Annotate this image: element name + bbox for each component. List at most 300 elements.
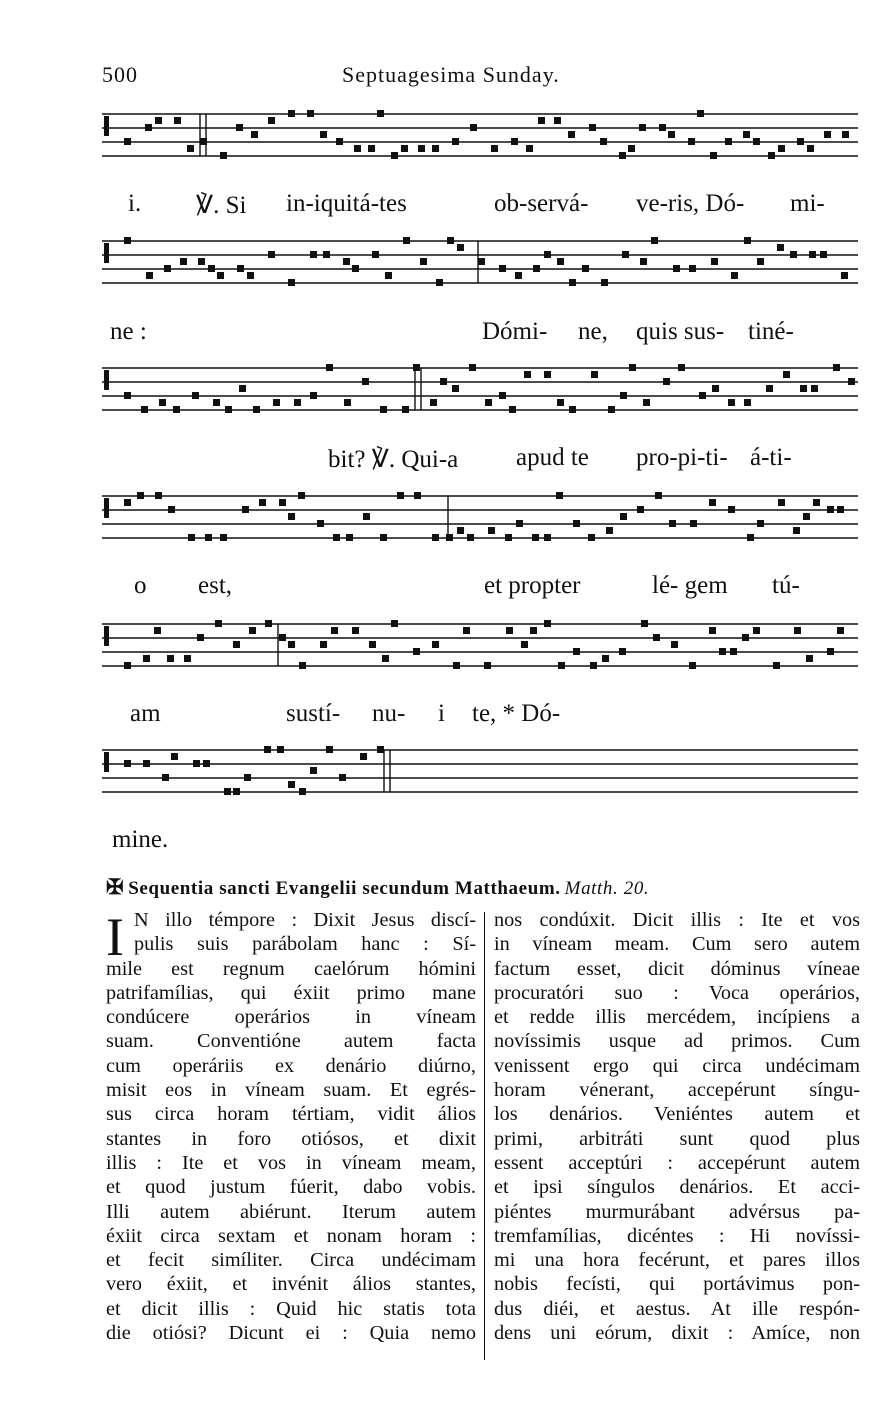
text-line: éxiit circa sextam et nonam horam : (106, 1224, 476, 1247)
text-line: nos condúxit. Dicit illis : Ite et vos (494, 909, 860, 931)
neume-note (530, 627, 537, 634)
neume-note (288, 781, 295, 788)
neume-note (299, 662, 306, 669)
neume-note (382, 655, 389, 662)
lyric-syllable: nu- (372, 700, 406, 727)
text-line: die otiósi? Dicunt ei : Quia nemo (106, 1322, 476, 1345)
neume-note (827, 648, 834, 655)
neume-note (420, 258, 427, 265)
neume-note (299, 788, 306, 795)
neume-note (778, 499, 785, 506)
neume-note (793, 527, 800, 534)
neume-note (820, 251, 827, 258)
neume-note (711, 258, 718, 265)
lyric-syllable: Dómi- (482, 318, 548, 345)
neume-note (807, 145, 814, 152)
neume-note (146, 272, 153, 279)
lyric-syllable: sustí- (286, 700, 341, 727)
neume-note (841, 272, 848, 279)
neume-note (757, 520, 764, 527)
neume-note (432, 641, 439, 648)
neume-note (333, 534, 340, 541)
neume-note (124, 499, 131, 506)
neume-note (488, 527, 495, 534)
text-line: novíssimis usque ad primos. Cum (494, 1030, 860, 1053)
neume-note (124, 662, 131, 669)
neume-note (533, 265, 540, 272)
neume-note (193, 760, 200, 767)
neume-note (557, 258, 564, 265)
music-staff-6 (0, 744, 869, 814)
neume-note (154, 627, 161, 634)
page-number: 500 (102, 62, 138, 87)
neume-note (239, 385, 246, 392)
neume-note (452, 385, 459, 392)
text-line: et fecit simíliter. Circa undécimam (106, 1249, 476, 1272)
neume-note (521, 641, 528, 648)
text-line: et dicit illis : Quid hic statis tota (106, 1297, 476, 1320)
neume-note (363, 513, 370, 520)
neume-note (198, 258, 205, 265)
neume-note (773, 662, 780, 669)
neume-note (589, 124, 596, 131)
neume-note (344, 399, 351, 406)
neume-note (124, 237, 131, 244)
neume-note (619, 152, 626, 159)
neume-note (557, 399, 564, 406)
text-line: primi, arbitráti sunt quod plus (494, 1127, 860, 1150)
neume-note (279, 499, 286, 506)
clef-icon (104, 116, 109, 136)
neume-note (259, 499, 266, 506)
clef-icon (104, 370, 109, 390)
neume-note (590, 662, 597, 669)
cross-icon: ✠ (106, 875, 125, 899)
neume-note (637, 506, 644, 513)
lyric-syllable: ne : (110, 318, 147, 345)
neume-note (288, 279, 295, 286)
neume-note (369, 641, 376, 648)
lyric-syllable: mine. (112, 826, 169, 853)
gospel-column-right (494, 908, 860, 1345)
neume-note (568, 131, 575, 138)
neume-note (463, 627, 470, 634)
neume-note (709, 627, 716, 634)
neume-note (699, 392, 706, 399)
neume-note (432, 145, 439, 152)
neume-note (171, 753, 178, 760)
neume-note (499, 392, 506, 399)
neume-note (164, 265, 171, 272)
neume-note (833, 364, 840, 371)
neume-note (747, 534, 754, 541)
neume-note (719, 648, 726, 655)
neume-note (180, 258, 187, 265)
music-staff-3 (0, 362, 869, 432)
text-line: sus circa horam tértiam, vidit álios (106, 1103, 476, 1126)
neume-note (753, 627, 760, 634)
neume-note (430, 399, 437, 406)
neume-note (233, 641, 240, 648)
neume-note (697, 110, 704, 117)
neume-note (168, 506, 175, 513)
neume-note (436, 279, 443, 286)
scripture-reference: Matth. 20. (564, 878, 650, 899)
lyric-syllable: apud te (516, 444, 589, 471)
neume-note (264, 746, 271, 753)
neume-note (690, 520, 697, 527)
neume-note (225, 406, 232, 413)
neume-note (310, 392, 317, 399)
text-line: mile est regnum caelórum hómini (106, 957, 476, 980)
neume-note (731, 272, 738, 279)
text-line: suam. Conventióne autem facta (106, 1030, 476, 1053)
neume-note (380, 406, 387, 413)
text-line: dens uni eórum, dixit : Amíce, non (494, 1322, 860, 1345)
neume-note (192, 392, 199, 399)
neume-note (511, 138, 518, 145)
neume-note (397, 492, 404, 499)
neume-note (288, 641, 295, 648)
neume-note (173, 406, 180, 413)
text-line: procuratóri suo : Voca operários, (494, 981, 860, 1004)
neume-note (244, 774, 251, 781)
neume-note (401, 145, 408, 152)
neume-note (619, 648, 626, 655)
text-line: et redde illis mercédem, incípiens a (494, 1006, 860, 1029)
neume-note (279, 634, 286, 641)
neume-note (277, 746, 284, 753)
gospel-rubric (106, 875, 649, 900)
neume-note (242, 506, 249, 513)
text-line: stantes in foro otiósos, et dixit (106, 1127, 476, 1150)
lyric-syllable: tú- (772, 572, 800, 599)
neume-note (509, 406, 516, 413)
neume-note (499, 265, 506, 272)
text-line: horam vénerant, accepérunt síngu- (494, 1079, 860, 1102)
neume-note (803, 513, 810, 520)
column-divider (484, 912, 485, 1360)
neume-note (273, 399, 280, 406)
neume-note (809, 251, 816, 258)
text-line: vero éxiit, et invénit álios stantes, (106, 1273, 476, 1296)
neume-note (213, 399, 220, 406)
neume-note (478, 258, 485, 265)
neume-note (797, 138, 804, 145)
neume-note (298, 492, 305, 499)
neume-note (558, 662, 565, 669)
neume-note (253, 406, 260, 413)
neume-note (124, 138, 131, 145)
neume-note (187, 145, 194, 152)
neume-note (377, 746, 384, 753)
neume-note (651, 237, 658, 244)
neume-note (220, 534, 227, 541)
lyric-syllable: ℣. Si (196, 192, 247, 219)
neume-note (124, 760, 131, 767)
lyric-syllable: bit? ℣. Qui-a (328, 446, 459, 473)
neume-note (837, 506, 844, 513)
neume-note (237, 265, 244, 272)
neume-note (639, 124, 646, 131)
neume-note (544, 620, 551, 627)
neume-note (837, 627, 844, 634)
neume-note (137, 492, 144, 499)
neume-note (524, 371, 531, 378)
neume-note (526, 145, 533, 152)
neume-note (188, 534, 195, 541)
neume-note (505, 534, 512, 541)
neume-note (143, 760, 150, 767)
neume-note (249, 627, 256, 634)
neume-note (671, 641, 678, 648)
neume-note (806, 655, 813, 662)
gospel-column-left (106, 908, 476, 1345)
neume-note (668, 131, 675, 138)
lyric-syllable: tiné- (748, 318, 794, 345)
neume-note (413, 648, 420, 655)
lyric-syllable: á-ti- (750, 444, 792, 471)
neume-note (224, 788, 231, 795)
text-line: los denários. Veniéntes autem et (494, 1103, 860, 1126)
neume-note (728, 506, 735, 513)
neume-note (757, 258, 764, 265)
neume-note (323, 251, 330, 258)
neume-note (659, 124, 666, 131)
lyric-syllable: pro-pi-ti- (636, 444, 728, 471)
neume-note (602, 655, 609, 662)
neume-note (265, 620, 272, 627)
neume-note (794, 627, 801, 634)
neume-note (317, 520, 324, 527)
neume-note (205, 534, 212, 541)
clef-icon (104, 626, 109, 646)
text-line: condúcere operários in víneam (106, 1006, 476, 1029)
neume-note (484, 662, 491, 669)
neume-note (469, 364, 476, 371)
text-line: mi una hora fecérunt, et pares illos (494, 1249, 860, 1272)
neume-note (601, 279, 608, 286)
neume-note (506, 627, 513, 634)
neume-note (391, 620, 398, 627)
neume-note (544, 534, 551, 541)
neume-note (457, 244, 464, 251)
neume-note (573, 648, 580, 655)
neume-note (669, 520, 676, 527)
neume-note (569, 279, 576, 286)
neume-note (744, 237, 751, 244)
music-staff-1 (0, 108, 869, 178)
neume-note (744, 399, 751, 406)
lyric-syllable: ve-ris, Dó- (636, 190, 745, 217)
lyric-syllable: quis sus- (636, 318, 725, 345)
neume-note (184, 655, 191, 662)
text-line: piéntes murmurábant advérsus pa- (494, 1200, 860, 1223)
neume-note (620, 392, 627, 399)
neume-note (236, 124, 243, 131)
lyric-syllable: ne, (578, 318, 608, 345)
neume-note (354, 145, 361, 152)
neume-note (515, 272, 522, 279)
neume-note (689, 662, 696, 669)
neume-note (742, 634, 749, 641)
music-staff-5 (0, 618, 869, 688)
neume-note (753, 138, 760, 145)
neume-note (569, 406, 576, 413)
text-line: venissent ergo qui circa undécimam (494, 1054, 860, 1077)
neume-note (452, 138, 459, 145)
neume-note (346, 534, 353, 541)
neume-note (800, 385, 807, 392)
page-title: Septuagesima Sunday. (342, 62, 560, 87)
neume-note (403, 237, 410, 244)
neume-note (673, 265, 680, 272)
lyric-syllable: te, * Dó- (472, 700, 561, 727)
neume-note (470, 124, 477, 131)
neume-note (310, 767, 317, 774)
neume-note (310, 251, 317, 258)
neume-note (743, 131, 750, 138)
neume-note (622, 251, 629, 258)
neume-note (402, 406, 409, 413)
text-line: essent acceptúri : accepérunt autem (494, 1151, 860, 1174)
neume-note (336, 138, 343, 145)
neume-note (516, 520, 523, 527)
neume-note (766, 385, 773, 392)
clef-icon (104, 752, 109, 772)
text-line: N illo témpore : Dixit Jesus discí- (134, 909, 476, 931)
clef-icon (104, 498, 109, 518)
neume-note (730, 648, 737, 655)
neume-note (725, 138, 732, 145)
text-line: dus diéi, et aestus. At ille respón- (494, 1297, 860, 1320)
neume-note (220, 152, 227, 159)
neume-note (457, 527, 464, 534)
neume-note (307, 110, 314, 117)
neume-note (362, 378, 369, 385)
lyric-syllable: o (134, 572, 147, 599)
neume-note (268, 117, 275, 124)
neume-note (554, 117, 561, 124)
text-line: Illi autem abiérunt. Iterum autem (106, 1200, 476, 1223)
neume-note (233, 788, 240, 795)
neume-note (606, 527, 613, 534)
neume-note (790, 251, 797, 258)
neume-note (268, 251, 275, 258)
neume-note (360, 753, 367, 760)
neume-note (768, 152, 775, 159)
neume-note (203, 760, 210, 767)
neume-note (538, 117, 545, 124)
lyric-syllable: est, (198, 572, 233, 599)
text-line: illis : Ite et vos in víneam meam, (106, 1151, 476, 1174)
text-line: patrifamílias, qui éxiit primo mane (106, 981, 476, 1004)
neume-note (710, 152, 717, 159)
neume-note (372, 251, 379, 258)
neume-note (447, 237, 454, 244)
lyric-syllable: in-iquitá-tes (286, 190, 407, 217)
neume-note (413, 364, 420, 371)
neume-note (418, 145, 425, 152)
neume-note (414, 492, 421, 499)
neume-note (544, 251, 551, 258)
neume-note (326, 746, 333, 753)
drop-cap: I (106, 907, 124, 967)
neume-note (432, 534, 439, 541)
neume-note (712, 385, 719, 392)
neume-note (343, 258, 350, 265)
neume-note (320, 641, 327, 648)
neume-note (377, 110, 384, 117)
music-staff-4 (0, 490, 869, 560)
neume-note (159, 399, 166, 406)
neume-note (728, 399, 735, 406)
neume-note (380, 534, 387, 541)
neume-note (641, 620, 648, 627)
text-line: tremfamílias, dicéntes : Hi novíssi- (494, 1224, 860, 1247)
neume-note (247, 272, 254, 279)
neume-note (491, 145, 498, 152)
neume-note (440, 378, 447, 385)
neume-note (629, 364, 636, 371)
neume-note (778, 145, 785, 152)
neume-note (162, 774, 169, 781)
neume-note (485, 399, 492, 406)
neume-note (591, 371, 598, 378)
neume-note (167, 655, 174, 662)
neume-note (368, 145, 375, 152)
neume-note (532, 534, 539, 541)
neume-note (777, 244, 784, 251)
neume-note (643, 399, 650, 406)
neume-note (217, 272, 224, 279)
neume-note (544, 371, 551, 378)
neume-note (197, 634, 204, 641)
neume-note (827, 506, 834, 513)
text-line: et quod justum fúerit, dabo vobis. (106, 1176, 476, 1199)
neume-note (124, 392, 131, 399)
neume-note (141, 406, 148, 413)
lyric-syllable: am (130, 700, 161, 727)
neume-note (709, 499, 716, 506)
neume-note (215, 620, 222, 627)
text-line: misit eos in víneam suam. Et egrés- (106, 1079, 476, 1102)
neume-note (556, 492, 563, 499)
neume-note (842, 131, 849, 138)
neume-note (588, 534, 595, 541)
neume-note (155, 492, 162, 499)
text-line: pulis suis parábolam hanc : Sí- (134, 933, 476, 956)
neume-note (582, 265, 589, 272)
neume-note (453, 662, 460, 669)
neume-note (811, 385, 818, 392)
neume-note (653, 634, 660, 641)
lyric-syllable: i. (128, 190, 142, 217)
neume-note (155, 117, 162, 124)
neume-note (288, 110, 295, 117)
lyric-syllable: i (438, 700, 445, 727)
neume-note (446, 534, 453, 541)
text-line: factum esset, dicit dóminus víneae (494, 957, 860, 980)
neume-note (320, 131, 327, 138)
neume-note (251, 131, 258, 138)
neume-note (145, 124, 152, 131)
text-line: in víneam meam. Cum sero autem (494, 933, 860, 956)
neume-note (288, 513, 295, 520)
neume-note (352, 265, 359, 272)
neume-note (663, 378, 670, 385)
neume-note (143, 655, 150, 662)
